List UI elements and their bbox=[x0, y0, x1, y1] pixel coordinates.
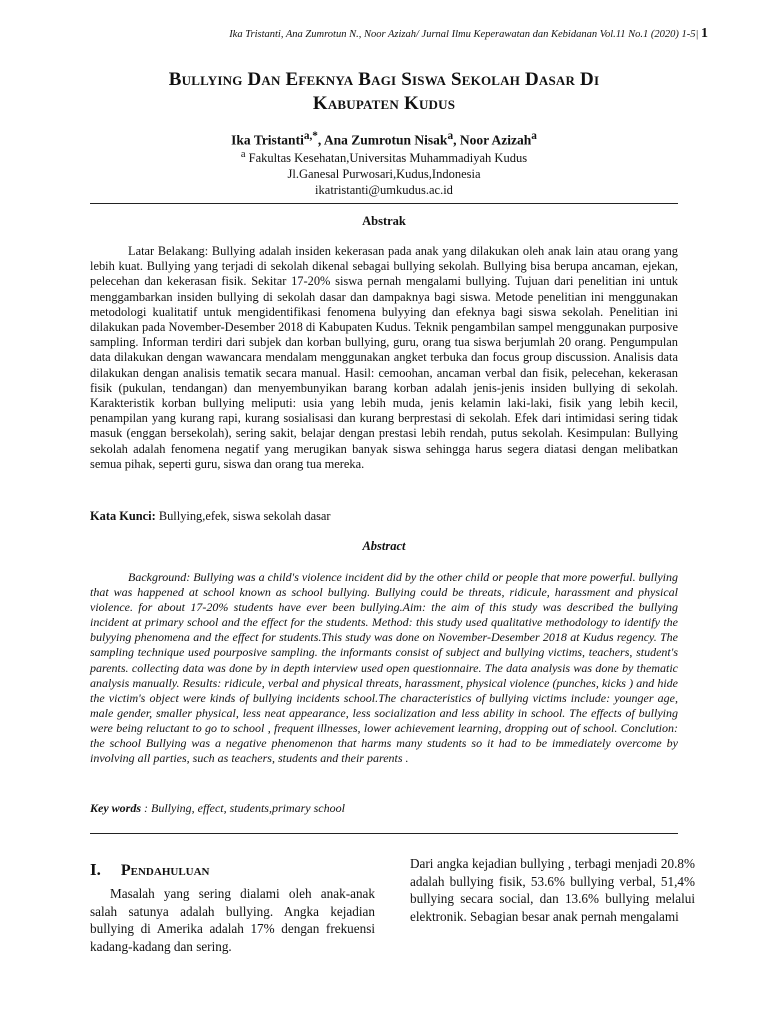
key-words bbox=[90, 801, 678, 816]
kata-kunci-text: Bullying,efek, siswa sekolah dasar bbox=[155, 509, 331, 523]
affiliation-email[interactable]: ikatristanti@umkudus.ac.id bbox=[315, 183, 453, 198]
key-words-label: Key words bbox=[90, 801, 141, 815]
affiliation-block bbox=[90, 147, 678, 198]
abstract-body: Background: Bullying was a child's violence incident did by the other child or people that more powerful. bullying that was happened at school known as school bullying. Bullying could be threats, ridicule, harassment and physical violence. for about 17-20% students have ever been bullying.Aim: the aim of this study was described the bullying incident at primary school and the effect for the students. Method: this study used qualitative methodology to identify the bulyying phenomena and the effect for students.This study was done on November-Desember 2018 at Kudus regency. The sampling technique used pourposive sampling. the informants consist of subject and bullying victims, teachers, student's parents. collecting data was done by in depth interview used open questionnaire. The data analysis was done by thematic analysis manually. Results: ridicule, verbal and physical threats, harassment, physical violence (punches, kicks ) and hide the victim's object were kinds of bullying incidents school.The characteristics of bullying victims include: younger age, male gender, smaller physical, less neat appearance, less socialization and less ability in school. The effects of bullying were being reluctant to go to school , frequent illnesses, lower achievement learning, dropping out of school. Conclution: the school Bullying was a negative phenomenon that harms many students so it had to be immediately overcome by involving all parties, such as teachers, students and their parents . bbox=[90, 570, 678, 766]
affiliation-address: Jl.Ganesal Purwosari,Kudus,Indonesia bbox=[287, 167, 481, 182]
author-2-affil: a bbox=[447, 130, 454, 142]
header-separator: | bbox=[695, 29, 699, 40]
section-title: Pendahuluan bbox=[120, 862, 210, 879]
section-heading-pendahuluan bbox=[90, 860, 210, 880]
section-number: I. bbox=[90, 860, 101, 879]
intro-right-paragraph: Dari angka kejadian bullying , terbagi menjadi 20.8% adalah bullying fisik, 53.6% bullying verbal, 51,4% bullying secara social, dan 13.6% bullying melalui elektronik. Sebagian besar anak pernah mengalami bbox=[410, 856, 695, 924]
intro-left-paragraph: Masalah yang sering dialami oleh anak-anak salah satunya adalah bullying. Angka kejadian bullying di Amerika adalah 17% dengan frekuensi kadang-kadang dan sering. bbox=[90, 886, 375, 954]
divider-top bbox=[90, 203, 678, 204]
header-citation: Ika Tristanti, Ana Zumrotun N., Noor Azizah/ Jurnal Ilmu Keperawatan dan Kebidanan Vol.11 No.1 (2020) 1-5 bbox=[229, 29, 696, 40]
author-1-affil: a,* bbox=[303, 130, 318, 142]
divider-bottom bbox=[90, 833, 678, 834]
affiliation-marker: a bbox=[240, 149, 246, 160]
author-1: Ika Tristanti bbox=[231, 132, 304, 148]
abstrak-heading: Abstrak bbox=[362, 214, 406, 228]
author-2: Ana Zumrotun Nisak bbox=[323, 132, 448, 148]
title-line-2: Kabupaten Kudus bbox=[312, 93, 456, 114]
key-words-text: : Bullying, effect, students,primary school bbox=[141, 801, 345, 815]
intro-right-column bbox=[410, 855, 695, 925]
affiliation-institution: Fakultas Kesehatan,Universitas Muhammadiyah Kudus bbox=[248, 151, 528, 166]
abstrak-body: Latar Belakang: Bullying adalah insiden kekerasan pada anak yang dilakukan oleh anak lain atau orang yang lebih kuat. Bullying yang terjadi di sekolah dikenal sebagai bullying sekolah. Bullying bisa berupa ancaman, ejekan, pelecehan dan kekerasan fisik. Sekitar 17-20% siswa pernah mengalami bullying. Tujuan dari penelitian ini untuk menggambarkan insiden bullying di sekolah dasar dan dampaknya bagi siswa. Metode penelitian ini menggunakan metodologi kualitatif untuk mengidentifikasi fenomena bulyying dan efeknya bagi siswa sekolah. Penelitian ini dilakukan pada November-Desember 2018 di Kabupaten Kudus. Teknik pengambilan sampel menggunakan purposive sampling. Informan terdiri dari subjek dan korban bullying, guru, orang tua siswa berjumlah 20 orang. Pengumpulan data dilakukan dengan wawancara mendalam menggunakan angket terbuka dan focus group discussion. Analisis data dilakukan dengan analisis tematik secara manual. Hasil: cemoohan, ancaman verbal dan fisik, pelecehan, kekerasan fisik (pukulan, tendangan) dan menyembunyikan barang korban adalah jenis-jenis insiden bullying di sekolah. Karakteristik korban bullying meliputi: usia yang lebih muda, jenis kelamin laki-laki, fisik yang lebih kecil, penampilan yang kurang rapi, kurang sosialisasi dan kurang berprestasi di sekolah. Efek dari intimidasi sering tidak masuk (enggan bersekolah), sering sakit, belajar dengan prestasi lebih rendah, putus sekolah. Kesimpulan: Bullying sekolah adalah fenomena negatif yang merugikan banyak siswa sehingga harus segera diatasi dengan melibatkan semua pihak, seperti guru, siswa dan orang tua mereka. bbox=[90, 244, 678, 471]
author-3-affil: a bbox=[531, 130, 537, 142]
author-separator: , bbox=[317, 132, 324, 148]
author-list bbox=[90, 130, 678, 149]
page-number: 1 bbox=[701, 26, 708, 41]
author-3: Noor Azizah bbox=[459, 132, 532, 148]
intro-left-column bbox=[90, 885, 375, 955]
author-separator: , bbox=[453, 132, 460, 148]
running-header bbox=[90, 26, 708, 42]
title-line-1: Bullying Dan Efeknya Bagi Siswa Sekolah Dasar Di bbox=[168, 69, 600, 90]
abstract-heading: Abstract bbox=[362, 539, 406, 553]
kata-kunci-label: Kata Kunci: bbox=[90, 509, 156, 523]
affiliation-line-1 bbox=[90, 147, 678, 166]
kata-kunci bbox=[90, 509, 678, 524]
paper-title bbox=[100, 68, 668, 116]
